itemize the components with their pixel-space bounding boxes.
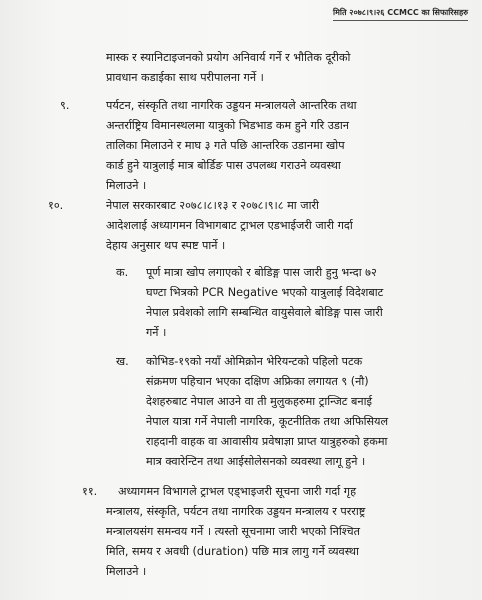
- item-number: ९.: [60, 99, 70, 112]
- item-line: देहाय अनुसार थप स्पष्ट पार्ने ।: [106, 239, 226, 252]
- subitem-line: कोभिड-१९को नयाँ ओमिक्रोन भेरियन्टको पहिलो पटक: [146, 355, 363, 368]
- item-line: मन्त्रालय, संस्कृति, पर्यटन तथा नागरिक उड्डयन मन्त्रालय र परराष्ट्र: [106, 505, 366, 518]
- subitem-line: नेपाल प्रवेशको लागि सम्बन्धित वायुसेवाले बोडिङ्ग पास जारी: [146, 306, 383, 319]
- subitem-label: ख.: [116, 355, 129, 368]
- item-line: मन्त्रालयसंग समन्वय गर्ने । त्यस्तो सूचनामा जारी भएको निश्चित: [106, 525, 361, 538]
- page-header: मिति २०७८।९।२६ CCMCC का सिफारिसहरु: [333, 7, 468, 21]
- item-line: पर्यटन, संस्कृति तथा नागरिक उड्डयन मन्त्रालयले आन्तरिक तथा: [106, 99, 357, 112]
- subitem-line: राहदानी वाहक वा आवासीय प्रवेषाज्ञा प्राप्त यात्रुहरुको हकमा: [146, 435, 388, 448]
- subitem-line: संक्रमण पहिचान भएका दक्षिण अफ्रिका लगायत ९ (नौ): [146, 375, 369, 388]
- item-line: तालिका मिलाउने र माघ ३ गते पछि आन्तरिक उडानमा खोप: [106, 139, 345, 152]
- item-line: अन्तर्राष्ट्रिय विमानस्थलमा यात्रुको भिडभाड कम हुने गरि उडान: [106, 119, 349, 132]
- item-number: ११.: [82, 485, 98, 498]
- item-line: मिति, समय र अवधी (duration) पछि मात्र लागु गर्ने व्यवस्था: [106, 545, 359, 558]
- subitem-line: घण्टा भित्रको PCR Negative भएको यात्रुलाई विदेशबाट: [146, 286, 384, 299]
- item-line: मिलाउने ।: [106, 179, 147, 192]
- item-line: आदेशलाई अध्यागमन विभागबाट ट्राभल एडभाईजरी जारी गर्दा: [106, 219, 353, 232]
- subitem-line: पूर्ण मात्रा खोप लगाएको र बोडिङ्ग पास जारी हुनु भन्दा ७२: [146, 266, 377, 279]
- subitem-line: नेपाल यात्रा गर्ने नेपाली नागरिक, कूटनीतिक तथा अफिसियल: [146, 415, 389, 428]
- item-line: नेपाल सरकारबाट २०७८।८।१३ र २०७८।९।८ मा जारी: [106, 199, 319, 212]
- intro-line: मास्क र स्यानिटाइजनको प्रयोग अनिवार्य गर्ने र भौतिक दूरीको: [106, 51, 351, 64]
- subitem-line: मात्र क्वारेन्टिन तथा आईसोलेसनको व्यवस्था लागू हुने ।: [146, 455, 366, 468]
- item-line: कार्ड हुने यात्रुलाई मात्र बोर्डिङ पास उपलब्ध गराउने व्यवस्था: [106, 159, 341, 172]
- item-line: अध्यागमन विभागले ट्राभल एड्भाइजरी सूचना जारी गर्दा गृह: [118, 485, 357, 498]
- subitem-label: क.: [116, 266, 129, 279]
- item-line: मिलाउने ।: [106, 565, 147, 578]
- subitem-line: देशहरुबाट नेपाल आउने वा ती मुलुकहरुमा ट्रान्जिट बनाई: [146, 395, 372, 408]
- item-number: १०.: [48, 199, 64, 212]
- subitem-line: गर्ने ।: [146, 326, 167, 339]
- intro-line: प्रावधान कडाईका साथ परीपालना गर्ने ।: [106, 71, 264, 84]
